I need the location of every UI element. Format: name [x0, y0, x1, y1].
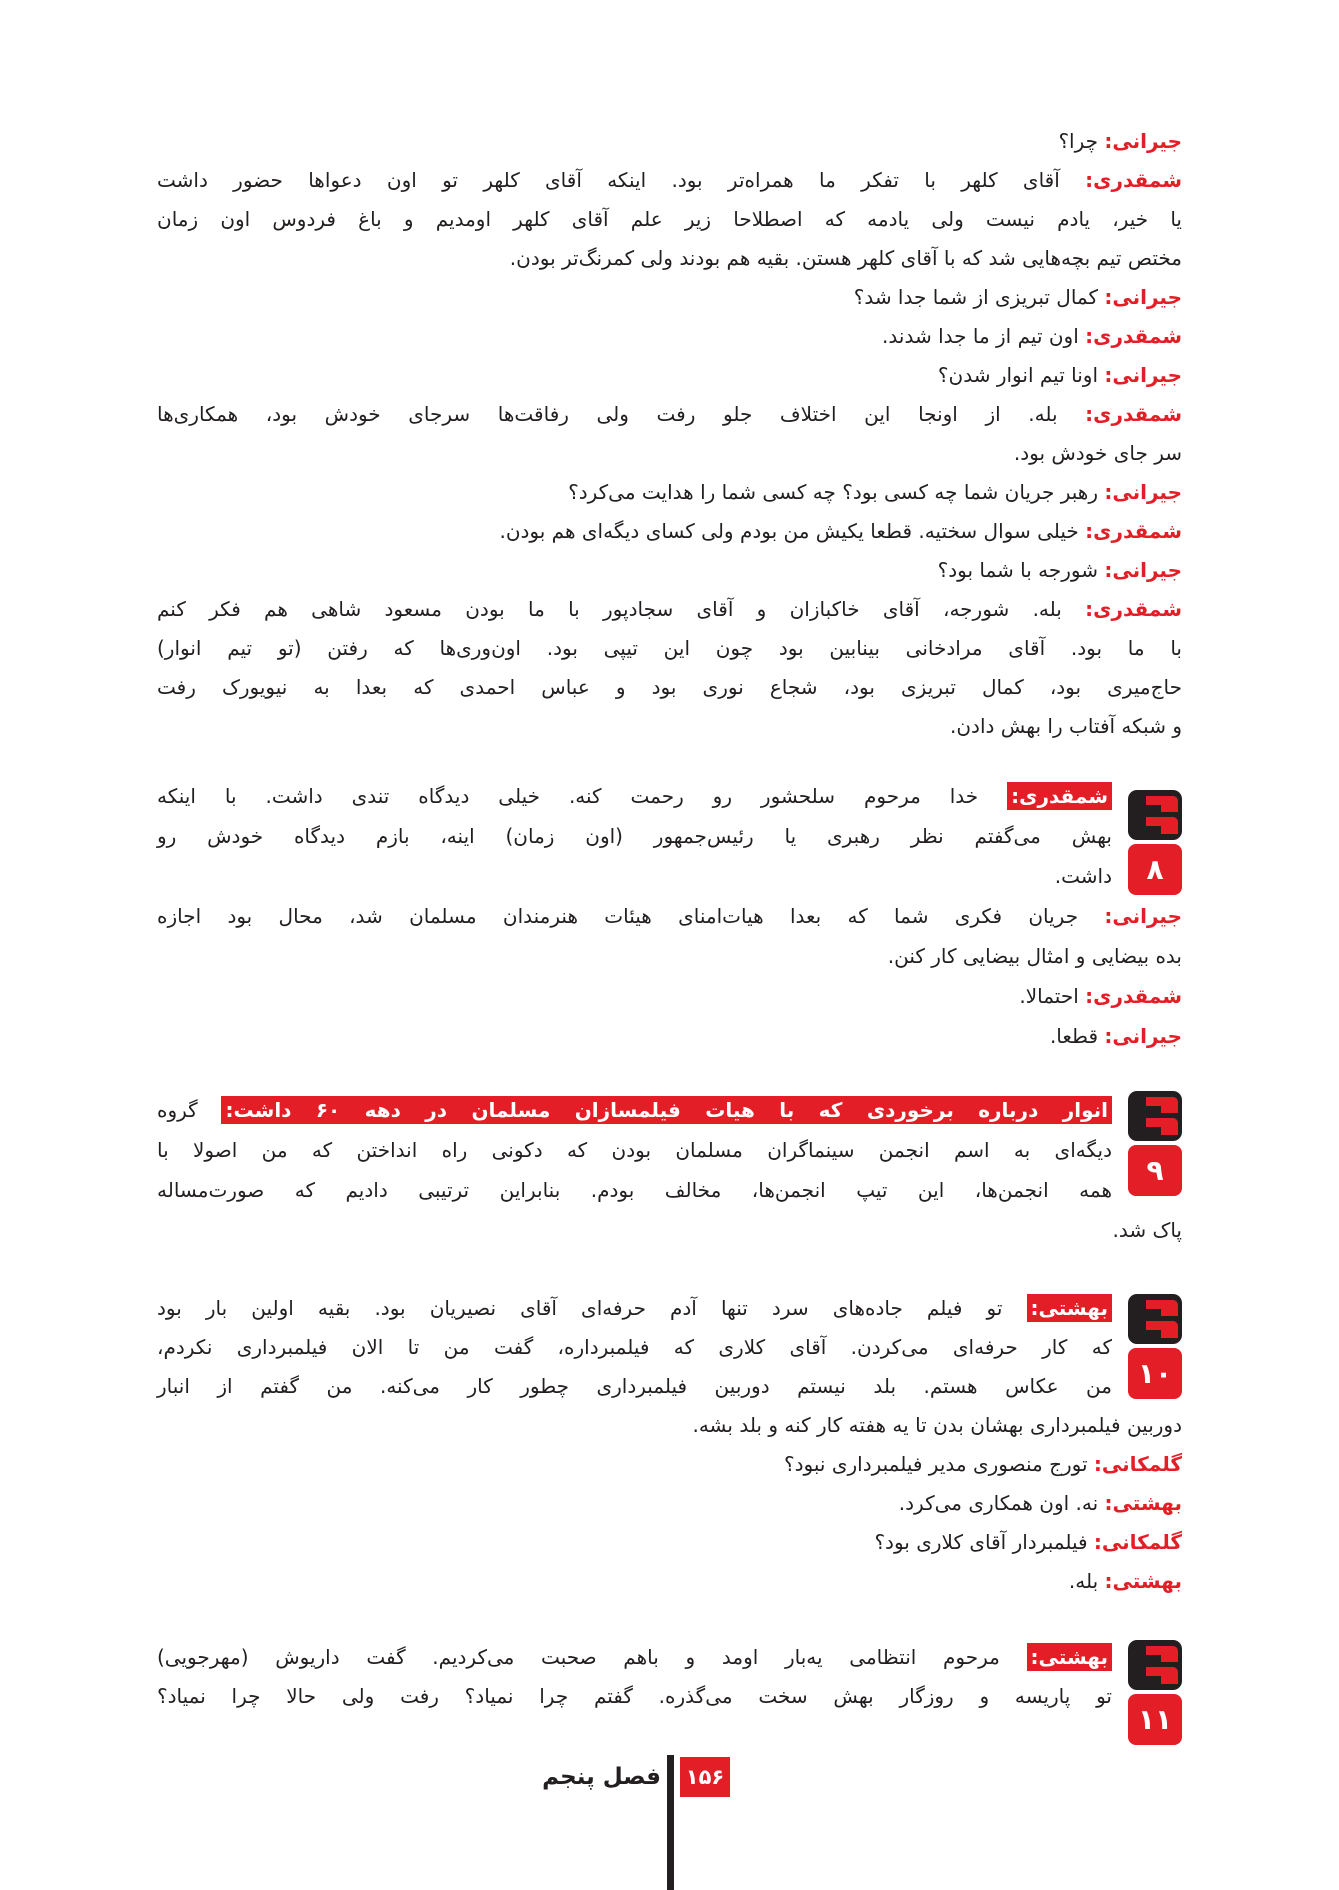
section-number: ۱۱	[1128, 1694, 1182, 1745]
dialogue-turn	[157, 395, 1182, 473]
line-text: و شبکه آفتاب را بهش دادن.	[950, 714, 1182, 738]
line-text: بله.	[1068, 1569, 1099, 1593]
interview-section-11	[157, 1638, 1182, 1716]
speaker-name: جیرانی:	[1104, 285, 1182, 309]
line-text: تورج منصوری مدیر فیلمبرداری نبود؟	[784, 1452, 1088, 1476]
line-text: شورجه با شما بود؟	[937, 558, 1099, 582]
text-line	[157, 395, 1182, 434]
interview-section-10	[157, 1289, 1182, 1601]
text-line	[157, 1406, 1182, 1445]
line-text: بله. از اونجا این اختلاف جلو رفت ولی رفاقت‌ها سرجای خودش بود، همکاری‌ها	[157, 402, 1058, 426]
text-line	[157, 896, 1182, 936]
line-text: احتمالا.	[1019, 984, 1079, 1008]
line-text: قطعا.	[1049, 1024, 1099, 1048]
line-text: آقای کلهر با تفکر ما همراه‌تر بود. اینکه آقای کلهر تو اون دعواها حضور داشت	[157, 168, 1060, 192]
line-text: حاج‌میری بود، کمال تبریزی بود، شجاع نوری بود و عباس احمدی که بعدا به نیویورک رفت	[157, 675, 1182, 699]
line-text: همه انجمن‌ها، این تیپ انجمن‌ها، مخالف بودم. بنابراین ترتیبی دادیم که صورت‌مساله	[157, 1178, 1112, 1202]
speaker-name: جیرانی:	[1104, 558, 1182, 582]
section-heading: انوار درباره برخوردی که با هیات فیلمسازان مسلمان در دهه ۶۰ داشت:	[221, 1096, 1112, 1124]
dialogue-turn	[157, 356, 1182, 395]
text-line	[157, 1130, 1112, 1170]
line-text: خدا مرحوم سلحشور رو رحمت کنه. خیلی دیدگاه تندی داشت. با اینکه	[157, 784, 979, 808]
text-line	[157, 278, 1182, 317]
text-line	[157, 161, 1182, 200]
section-number: ۸	[1128, 844, 1182, 895]
line-text: یا خیر، یادم نیست ولی یادمه که اصطلاحا زیر علم آقای کلهر اومدیم و باغ فردوس اون زمان	[157, 207, 1182, 231]
speaker-name: جیرانی:	[1104, 363, 1182, 387]
speaker-name: بهشتی:	[1104, 1569, 1182, 1593]
line-text: بله. شورجه، آقای خاکبازان و آقای سجادپور با ما بودن مسعود شاهی هم فکر کنم	[157, 597, 1062, 621]
text-line	[157, 1170, 1112, 1210]
dialogue-turn	[157, 1523, 1182, 1562]
dialogue-turn	[157, 161, 1182, 278]
line-text: اون تیم از ما جدا شدند.	[882, 324, 1079, 348]
dialogue-turn	[157, 1445, 1182, 1484]
line-text: که کار حرفه‌ای می‌کردن. آقای کلاری که فیلمبرداره، گفت من تا الان فیلمبرداری نکردم،	[157, 1335, 1112, 1359]
text-line	[157, 122, 1182, 161]
text-line	[157, 1677, 1112, 1716]
section-heading: بهشتی:	[1027, 1294, 1112, 1322]
text-line	[157, 856, 1112, 896]
speaker-name: جیرانی:	[1104, 480, 1182, 504]
text-line	[157, 434, 1182, 473]
line-text: مرحوم انتظامی یه‌بار اومد و باهم صحبت می‌کردیم. گفت داریوش (مهرجویی)	[157, 1645, 1000, 1669]
speaker-name: گلمکانی:	[1093, 1452, 1182, 1476]
dialogue-turn	[157, 1016, 1182, 1056]
speaker-name: گلمکانی:	[1093, 1530, 1182, 1554]
text-line	[157, 668, 1182, 707]
text-line	[157, 629, 1182, 668]
text-line	[157, 976, 1182, 1016]
text-line	[157, 1090, 1112, 1130]
line-text: چرا؟	[1058, 129, 1099, 153]
speaker-name: جیرانی:	[1104, 904, 1182, 928]
text-line	[157, 1523, 1182, 1562]
speaker-name: شمقدری:	[1085, 984, 1182, 1008]
line-text: دوربین فیلمبرداری بهشان بدن تا یه هفته کار کنه و بلد بشه.	[692, 1413, 1182, 1437]
dialogue-turn	[157, 551, 1182, 590]
text-line	[157, 1210, 1182, 1250]
dialogue-turn	[157, 590, 1182, 746]
dialogue-turn	[157, 278, 1182, 317]
chapter-title: فصل پنجم	[542, 1764, 661, 1790]
dialogue-turn	[157, 896, 1182, 976]
text-line	[157, 816, 1112, 856]
text-line	[157, 512, 1182, 551]
text-line	[157, 317, 1182, 356]
line-text: بهش می‌گفتم نظر رهبری یا رئیس‌جمهور (اون زمان) اینه، بازم دیدگاه خودش رو	[157, 824, 1112, 848]
line-text: گروه	[157, 1098, 198, 1122]
text-line	[157, 1638, 1112, 1677]
dialogue-turn	[157, 473, 1182, 512]
dialogue-turn	[157, 317, 1182, 356]
text-line	[157, 200, 1182, 239]
line-text: من عکاس هستم. بلد نیستم دوربین فیلمبرداری چطور کار می‌کنه. من گفتم از انبار	[157, 1374, 1112, 1398]
line-text: تو پاریسه و روزگار بهش سخت می‌گذره. گفتم چرا نمیاد؟ رفت ولی حالا چرا نمیاد؟	[157, 1684, 1112, 1708]
line-text: دیگه‌ای به اسم انجمن سینماگران مسلمان بودن که دکونی راه انداختن که من اصولا با	[157, 1138, 1112, 1162]
text-line	[157, 1445, 1182, 1484]
line-text: نه. اون همکاری می‌کرد.	[898, 1491, 1099, 1515]
section-number: ۹	[1128, 1145, 1182, 1196]
line-text: داشت.	[1054, 864, 1112, 888]
speaker-name: شمقدری:	[1085, 402, 1183, 426]
speaker-name: شمقدری:	[1085, 168, 1183, 192]
line-text: فیلمبردار آقای کلاری بود؟	[874, 1530, 1088, 1554]
dialogue-turn	[157, 976, 1182, 1016]
speaker-name: جیرانی:	[1104, 1024, 1182, 1048]
interview-section-9	[157, 1090, 1182, 1250]
speaker-name: جیرانی:	[1104, 129, 1182, 153]
speaker-name: بهشتی:	[1104, 1491, 1182, 1515]
dialogue-turn	[157, 122, 1182, 161]
line-text: تو فیلم جاده‌های سرد تنها آدم حرفه‌ای آقای نصیریان بود. بقیه اولین بار بود	[157, 1296, 1003, 1320]
speaker-name: شمقدری:	[1085, 324, 1182, 348]
text-line	[157, 776, 1112, 816]
text-line	[157, 936, 1182, 976]
intro-dialogue	[157, 122, 1182, 746]
speaker-name: شمقدری:	[1085, 597, 1182, 621]
dialogue-turn	[157, 512, 1182, 551]
speaker-name: شمقدری:	[1085, 519, 1182, 543]
text-line	[157, 1328, 1112, 1367]
text-line	[157, 356, 1182, 395]
line-text: اونا تیم انوار شدن؟	[937, 363, 1099, 387]
line-text: سر جای خودش بود.	[1013, 441, 1182, 465]
text-line	[157, 1016, 1182, 1056]
text-line	[157, 1484, 1182, 1523]
line-text: رهبر جریان شما چه کسی بود؟ چه کسی شما را هدایت می‌کرد؟	[568, 480, 1099, 504]
line-text: مختص تیم بچه‌هایی شد که با آقای کلهر هستن. بقیه هم بودند ولی کمرنگ‌تر بودن.	[509, 246, 1182, 270]
section-number: ۱۰	[1128, 1348, 1182, 1399]
dialogue-turn	[157, 1562, 1182, 1601]
line-text: کمال تبریزی از شما جدا شد؟	[853, 285, 1099, 309]
line-text: خیلی سوال سختیه. قطعا یکیش من بودم ولی کسای دیگه‌ای هم بودن.	[499, 519, 1079, 543]
text-line	[157, 590, 1182, 629]
line-text: بده بیضایی و امثال بیضایی کار کنن.	[887, 944, 1182, 968]
text-line	[157, 551, 1182, 590]
text-line	[157, 239, 1182, 278]
text-line	[157, 473, 1182, 512]
dialogue-turn	[157, 1484, 1182, 1523]
section-heading: بهشتی:	[1027, 1643, 1112, 1671]
footer-divider	[667, 1755, 674, 1890]
text-line	[157, 1562, 1182, 1601]
page-number: ۱۵۶	[680, 1757, 730, 1797]
text-line	[157, 1289, 1112, 1328]
text-line	[157, 1367, 1112, 1406]
line-text: با ما بود. آقای مرادخانی بینابین بود چون این تیپی بود. اون‌وری‌ها که رفتن (تو تیم انوار)	[157, 636, 1182, 660]
line-text: پاک شد.	[1112, 1218, 1182, 1242]
section-heading: شمقدری:	[1007, 782, 1112, 810]
interview-section-8	[157, 776, 1182, 1056]
line-text: جریان فکری شما که بعدا هیات‌امنای هیئات هنرمندان مسلمان شد، محال بود اجازه	[157, 904, 1079, 928]
text-line	[157, 707, 1182, 746]
